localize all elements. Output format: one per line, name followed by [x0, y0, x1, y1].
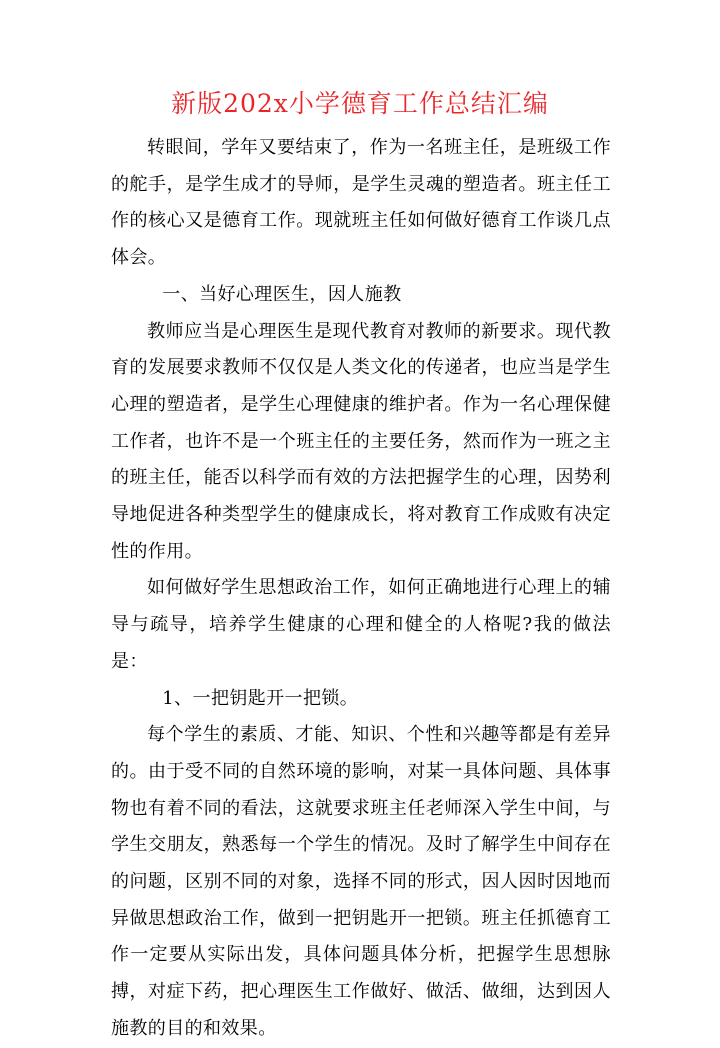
- section-heading-1: 一、当好心理医生，因人施教: [162, 283, 402, 305]
- body-paragraph-individual-differences: 每个学生的素质、才能、知识、个性和兴趣等都是有差异的。由于受不同的自然环境的影响，对某一具体问题、具体事物也有着不同的看法，这就要求班主任老师深入学生中间，与学生交朋友，熟悉每一个学生的情况。及时了解学生中间存在的问题，区别不同的对象，选择不同的形式，因人因时因地而异做思想政治工作，做到一把钥匙开一把锁。班主任抓德育工作一定要从实际出发，具体问题具体分析，把握学生思想脉搏，对症下药，把心理医生工作做好、做活、做细，达到因人施教的目的和效果。: [111, 724, 611, 1039]
- document-body: [111, 130, 611, 1048]
- document-title: 新版202x小学德育工作总结汇编: [171, 89, 549, 118]
- body-paragraph-teacher-role: 教师应当是心理医生是现代教育对教师的新要求。现代教育的发展要求教师不仅仅是人类文化的传递者，也应当是学生心理的塑造者，是学生心理健康的维护者。作为一名心理保健工作者，也许不是一个班主任的主要任务，然而作为一班之主的班主任，能否以科学而有效的方法把握学生的心理，因势利导地促进各种类型学生的健康成长，将对教育工作成败有决定性的作用。: [111, 320, 611, 562]
- intro-paragraph: 转眼间，学年又要结束了，作为一名班主任，是班级工作的舵手，是学生成才的导师，是学生灵魂的塑造者。班主任工作的核心又是德育工作。现就班主任如何做好德育工作谈几点体会。: [111, 137, 611, 269]
- body-paragraph-method-question: 如何做好学生思想政治工作，如何正确地进行心理上的辅导与疏导，培养学生健康的心理和健全的人格呢?我的做法是：: [111, 577, 611, 672]
- subsection-heading-1: 1、一把钥匙开一把锁。: [162, 687, 359, 709]
